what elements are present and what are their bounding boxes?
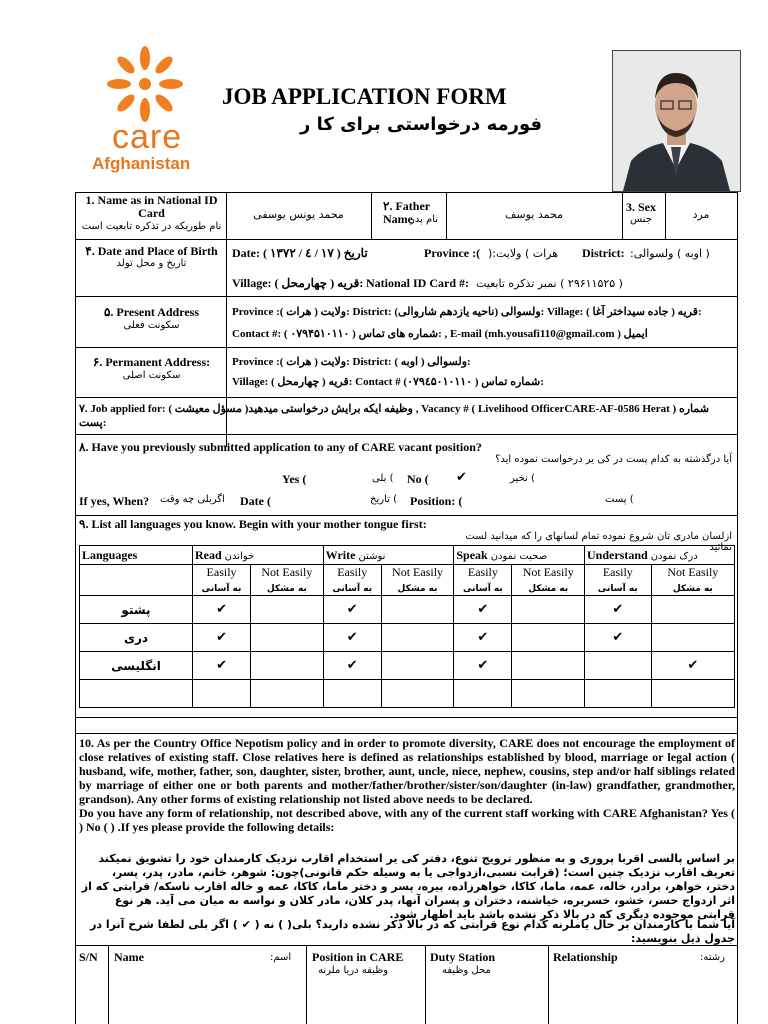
language-name: پشتو — [80, 596, 193, 624]
mark-cell — [381, 652, 454, 680]
position-label: Position: ( — [410, 494, 463, 508]
mark-cell: ✔ — [651, 652, 734, 680]
mark-cell — [512, 624, 585, 652]
language-row — [80, 596, 735, 624]
permanent-address-label: ۶. Permanent Address: — [92, 355, 211, 369]
birth-date: Date: ( ۱۳۷۲ / ٤ / ۱۷ ) تاریخ — [232, 246, 368, 260]
sub-not-easily: Not Easily به مشکل — [251, 565, 324, 596]
no-checkmark: ✔ — [456, 470, 467, 485]
languages-table — [79, 545, 735, 708]
sn-header: S/N — [79, 950, 98, 964]
mark-cell: ✔ — [454, 652, 512, 680]
name-value: محمد یونس یوسفی — [253, 208, 344, 221]
mark-cell — [651, 624, 734, 652]
mark-cell: ✔ — [193, 652, 251, 680]
nid-label: National ID Card #: — [366, 276, 470, 290]
if-yes-when-farsi: اگربلی چه وقت — [160, 494, 225, 505]
father-name-label-farsi: نام پدر — [410, 214, 439, 225]
sub-not-easily: Not Easily به مشکل — [651, 565, 734, 596]
birth-province-value: هرات ) ولایت:( — [488, 247, 559, 260]
sex-label: 3. Sex — [626, 200, 656, 214]
duty-station-header-farsi: محل وظیفه — [442, 965, 491, 976]
permanent-address-line: Province :( هرات ) ولایت: District: ( اوبه ) ولسوالی: — [232, 356, 471, 368]
language-row — [80, 624, 735, 652]
mark-cell — [381, 596, 454, 624]
date-label: Date ( — [240, 494, 271, 508]
mark-cell — [381, 624, 454, 652]
present-address-label-farsi: سکونت فعلی — [123, 320, 180, 331]
language-name: دری — [80, 624, 193, 652]
mark-cell: ✔ — [585, 596, 652, 624]
language-name: انگلیسی — [80, 652, 193, 680]
mark-cell: ✔ — [323, 596, 381, 624]
languages-question-farsi: ازلسان مادری تان شروع نموده تمام لسانهای را که میدانید لست نمائید — [465, 531, 732, 553]
name-label-farsi: نام طوریکه در تذکره تابعیت است — [81, 221, 222, 232]
present-address-line: Province :( هرات ) ولایت: District: (ناحیه یازدهم شاروالی) ولسوالی: Village: ( جاده سیداختر آغا ) قریه: — [232, 306, 702, 318]
applicant-photo — [612, 50, 741, 192]
date-label-farsi: ) تاریخ — [370, 494, 397, 505]
name-label: 1. Name as in National ID Card — [85, 193, 218, 220]
mark-cell: ✔ — [193, 596, 251, 624]
read-header: Read خواندن — [193, 546, 324, 565]
birth-label-farsi: تاریخ و محل تولد — [116, 258, 187, 269]
job-applied-line: ۷. Job applied for: ( وظیفه ایکه برایش درخواستی میدهید( مسؤل معیشت , Vacancy # ( Livelihood OfficerCARE-AF-0586 Herat ) شماره پست: — [79, 403, 709, 429]
yes-label-farsi: ) بلی — [372, 473, 394, 484]
previous-application-question-farsi: آیا درگذشته به کدام پست در کی یر درخواست نموده اید؟ — [495, 454, 732, 465]
mark-cell — [251, 680, 324, 708]
sub-easily: Easily به آسانی — [585, 565, 652, 596]
sub-easily: Easily به آسانی — [454, 565, 512, 596]
write-header: Write نوشتن — [323, 546, 454, 565]
mark-cell: ✔ — [193, 624, 251, 652]
mark-cell — [512, 680, 585, 708]
logo-care-text: care — [112, 118, 183, 156]
nepotism-policy-farsi: بر اساس پالسی اقربا پروری و به منظور ترویج تنوع، دفتر کی یر استخدام اقارب نزدیک کارمندان خود را تشویق نمیکند تعریف اقارب نزدیک چنین است؛ (قرابت نسبی،ازدواجی یا به وسیله حکم قانونی)چون: شوهر، خانم، مادر، پدر، پسر، دختر، خواهر، برادر، خاله، عمه، ماما، کاکا، خواهرزاده، بیره، پسر و دختر ماما، کاکا، عمه و خاله اقارب ناسکه/ قرابتی که از اثر ازدواج حسر، خشو، خسربره، خیاشنه، دختران و پسران آنها، پدر کلان، مادر کلان و نواسه به میان می آید. هر نوع قرابتی موجوده دیگری که در بالا ذکر نشده باشد باید اظهار شود. — [81, 852, 735, 921]
sub-not-easily: Not Easily به مشکل — [512, 565, 585, 596]
speak-header: Speak صحبت نمودن — [454, 546, 585, 565]
nepotism-policy-paragraph — [79, 736, 735, 834]
language-row — [80, 680, 735, 708]
present-contact-line: Contact #: ( ۰۷۹۴۵۱۰۱۱۰ ) شماره های تماس: , E-mail (mh.yousafi110@gmail.com ) ایمیل — [232, 328, 648, 340]
logo-country-text: Afghanistan — [92, 154, 191, 173]
sub-not-easily: Not Easily به مشکل — [381, 565, 454, 596]
sex-value: مرد — [692, 208, 710, 221]
relationship-question: Do you have any form of relationship, not described above, with any of the current staff working with CARE Afghanistan? Yes ( ) No ( ) .If yes please provide the following details: — [79, 806, 735, 834]
nepotism-policy-text: 10. As per the Country Office Nepotism policy and in order to promote diversity, CARE does not encourage the employment of close relatives of existing staff. Close relatives here is defined as relationships established by blood, marriage or legal action ( husband, wife, mother, father, son, daughter, sister, brother, aunt, uncle, niece, nephew, cousins, step and/or half siblings related by marriage of either one or both parents and mother/father/brother/sister/son/daughter (in-law) grandfather, grandmother, grandson). Any other forms of existing relationship not listed above needs to be declared. — [79, 736, 735, 806]
mark-cell — [381, 680, 454, 708]
understand-header: Understand درک نمودن — [585, 546, 735, 565]
languages-question: ۹. List all languages you know. Begin with your mother tongue first: — [79, 517, 427, 531]
mark-cell — [585, 652, 652, 680]
language-name — [80, 680, 193, 708]
mark-cell: ✔ — [585, 624, 652, 652]
form-title-farsi: فورمه درخواستی برای کا ر — [300, 114, 543, 135]
birth-province-label: Province :( — [424, 246, 481, 260]
mark-cell — [651, 596, 734, 624]
sub-blank — [80, 565, 193, 596]
no-label-farsi: ) نخیر — [510, 473, 535, 484]
mark-cell — [193, 680, 251, 708]
no-label: No ( — [407, 472, 429, 486]
position-header: Position in CARE — [312, 950, 404, 964]
permanent-address-label-farsi: سکونت اصلی — [122, 370, 181, 381]
permanent-contact-line: Village: ( چهارمحل ) قریه: Contact # (۰۷۹٤۵۰۱۰۱۱۰ ) شماره تماس: — [232, 376, 544, 388]
care-logo — [90, 42, 200, 177]
sex-label-farsi: جنس — [630, 214, 652, 225]
duty-station-header: Duty Station — [430, 950, 496, 964]
relationship-header: Relationship — [553, 950, 618, 964]
mark-cell — [251, 596, 324, 624]
birth-village: Village: ( چهارمحل ) قریه: — [232, 276, 364, 290]
birth-label: ۴. Date and Place of Birth — [85, 244, 218, 258]
if-yes-when-label: If yes, When? — [79, 494, 150, 508]
mark-cell — [251, 652, 324, 680]
sub-easily: Easily به آسانی — [323, 565, 381, 596]
language-row — [80, 652, 735, 680]
nid-value: ( ۲۹۶۱۱۵۲۵ ) نمبر تذکره تابعیت — [476, 277, 623, 290]
position-label-farsi: ) پست — [605, 494, 634, 505]
present-address-label: ۵. Present Address — [103, 305, 199, 319]
mark-cell: ✔ — [323, 652, 381, 680]
yes-label: Yes ( — [282, 472, 307, 486]
birth-district-value: ( اوبه ) ولسوالی: — [630, 247, 710, 260]
form-title: JOB APPLICATION FORM — [222, 84, 507, 109]
mark-cell: ✔ — [454, 596, 512, 624]
mark-cell — [512, 652, 585, 680]
relative-name-header: Name — [114, 950, 144, 964]
mark-cell — [323, 680, 381, 708]
mark-cell: ✔ — [323, 624, 381, 652]
languages-header: Languages — [80, 546, 193, 565]
mark-cell — [651, 680, 734, 708]
mark-cell — [585, 680, 652, 708]
father-name-value: محمد یوسف — [505, 208, 563, 221]
previous-application-question: ۸. Have you previously submitted application to any of CARE vacant position? — [79, 440, 482, 454]
mark-cell: ✔ — [454, 624, 512, 652]
relationship-question-farsi: آیا شما با کارمندان بر حال یاملرنه کدام نوع قرابتی که در بالا ذکر نشده دارید؟ بلی( ) نه ( ✔ ) اگر بلی لطفا شرح آنرا در جدول ذیل بنویسید: — [90, 918, 735, 945]
mark-cell — [454, 680, 512, 708]
mark-cell — [251, 624, 324, 652]
birth-district-label: District: — [582, 246, 625, 260]
mark-cell — [512, 596, 585, 624]
sub-easily: Easily به آسانی — [193, 565, 251, 596]
care-logo-icon — [90, 42, 200, 127]
position-header-farsi: وظیفه دریا ملرنه — [318, 965, 389, 976]
relationship-header-farsi: رشته: — [700, 952, 725, 963]
relative-name-header-farsi: اسم: — [270, 952, 292, 963]
father-name-label: ۲. Father Name — [383, 199, 430, 226]
